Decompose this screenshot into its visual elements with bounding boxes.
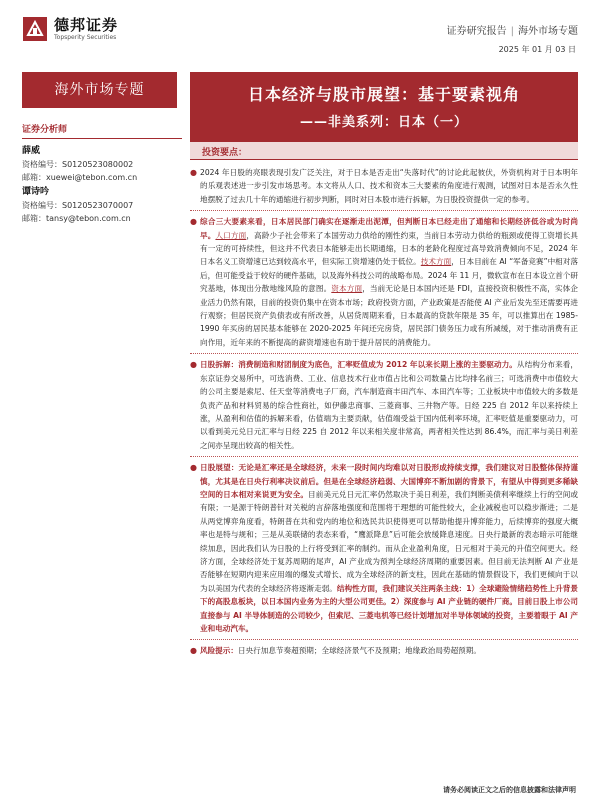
breakdown-highlight: 日股拆解：消费制造和财团制度为底色，汇率贬值成为 2012 年以来长期上涨的主要驱动力。 [200,360,517,370]
bullet-icon: ● [190,463,197,473]
bullet-icon: ● [190,168,197,177]
brand-name-en: Topsperity Securities [54,34,117,41]
brand-logo-icon [23,17,47,41]
title-band [190,72,578,142]
key-points-label: 投资要点： [202,148,248,158]
outlook-highlight: 日股展望：无论是汇率还是全球经济，未来一段时间内均难以对日股形成持续支撑，我们建议对日股整体保持谨慎，尤其是在日央行利率决议前后。但是在全球经济趋弱、大国博弈不断加剧的背景下，有望从中得到更多稀缺空间的日本相对来说更为安全。 [200,463,578,499]
analyst-card [22,145,182,184]
intro-text: 2024 年日股的亮眼表现引发广泛关注，对于日本是否走出“失落时代”的讨论此起彼伏，外资机构对于日本明年的乐观表述进一步引发市场思考。本文将从人口、技术和资本三大要素的角度进行观测，试图对日本是否永久性地摆脱了过去几十年的通缩进行初步判断，同时对日本股市进行拆解，为日股投资提供一定的参考。 [200,168,578,204]
factors-highlight: 综合三大要素来看，日本居民部门确实在逐渐走出泥潭，但判断日本已经走出了通缩和长期经济低谷或为时尚早。 [200,217,578,240]
report-type-line: 证券研究报告 | 海外市场专题 [446,26,578,37]
key-point-risk [190,644,578,661]
bullet-icon: ● [190,360,197,370]
key-point-intro [190,166,578,211]
brand-name: 德邦证券 [54,16,119,34]
report-category: 海外市场专题 [518,26,578,37]
section-label: 海外市场专题 [22,72,177,108]
breakdown-text: 从结构分布来看，东京证券交易所中，可选消费、工业、信息技术行业市值占比和公司数量占比均排名前三；可选消费中市值较大的公司主要是索尼、任天堂等消费电子厂商，汽车制造商丰田汽车、本田汽车等；工业板块中市值较大的多数是负责产品和材料贸易的综合性商社，如伊藤忠商事、三菱商事、三井物产等。日经 225 自 2012 年以来持续上涨，从盈利和估值的拆解来看，估值端为主要贡献，估值端受益于国内低利率环境，汇率贬值是重要驱动力，可以看到美元兑日元汇率与日经 225 自 2012 年以来相关度非常高，两者相关性达到 86.4%，而汇率与美日利差之间亦呈现出较高的相关性。 [200,360,579,450]
report-title: 日本经济与股市展望：基于要素视角 [247,85,520,104]
population-text: ，高龄少子社会带来了本国劳动力供给的刚性约束，当前日本劳动力供给的瓶颈或使得工资增长具有一定的可持续性，但这并不代表日本能够走出长期通缩，日本的老龄化程度过高导致消费倾向不足，2024 年日本名义工资增速已达到较高水平，但实际工资增速仍处于低位。 [200,230,579,267]
disclaimer-footer: 请务必阅读正文之后的信息披露和法律声明 [443,786,576,794]
key-points-content [190,166,578,666]
risk-text: 日央行加息节奏超预期；全球经济景气不及预期；地缘政治局势超预期。 [237,646,481,656]
technology-text: ，日本目前在 AI “军备竞赛”中相对落后，但可能受益于较好的硬件基础，以及海外科技公司的战略布局。2024 年 11 月，微软宣布在日本设立首个研究基地，体现出分散地缘风险的意图。 [200,257,578,294]
report-subtitle: ——非美系列：日本（一） [299,115,468,130]
key-point-breakdown [190,358,578,457]
key-point-factors [190,215,578,354]
outlook-text: 目前美元兑日元汇率仍然取决于美日利差，我们判断美债利率继续上行的空间或有限；一是源于特朗普针对关税的言辞落地强度和范围将于理想的可能性较大，企业减税也可以稳步渐进；二是从两党博弈角度看，特朗普在共和党内的地位和选民共识使得更可以帮助他提升博弈能力，后续博弈的强度大概率也是特与规和；三是从美联储的表态来看，“鹰派降息”后可能会放缓降息速度。日央行最新的表态暗示可能继续加息，因此我们认为日股的上行将受到汇率的制约。而从企业盈利角度，日元相对于美元的升值空间更大。经济方面，全球经济处于复苏周期的尾声，AI 产业成为预判全球经济周期的重要因素。但目前无法判断 AI 产业是否能够在短期内迎来应用端的爆发式增长、成为全球经济的新支柱，因此在基础的情景假设下，我们更倾向于以为以美国为代表的全球经济将逐渐走弱。 [200,489,579,593]
report-header [0,0,600,66]
analyst-name: 谭诗吟 [22,187,50,197]
capital-text: ，当前无论是日本国内还是 FDI，直接投资积极性不高，实体企业活力仍然有限，目前的投资仍集中在资本市场；政府投资方面，产业政策是否能使 AI 产业后发先至还需要再进行观察；但居民资产负债表或有所改善，从居贷周期来看，日本最高的贷款年限是 35 年，可以推算出在 1985-1990 年买房的居民基本能够在 2020-2025 年间还完房贷，居民部门债务压力或有所减缓，对于推动消费有正向作用，近年来的不断提高的薪资增速也有助于提升居民的消费能力。 [200,284,579,347]
key-points-bar [190,142,578,160]
analyst-cert: 资格编号：S0120523070007 [22,201,134,210]
report-type: 证券研究报告 [446,26,507,37]
analyst-name: 薛威 [22,146,41,156]
analyst-sidebar [22,122,182,227]
analyst-email[interactable]: 邮箱：xuewei@tebon.com.cn [22,173,138,182]
key-point-outlook [190,461,578,640]
report-date: 2025 年 01 月 03 日 [498,45,576,54]
risk-label: 风险提示： [200,646,238,656]
capital-label: 资本方面 [331,284,363,294]
bullet-icon: ● [190,217,197,227]
analyst-card [22,186,182,225]
population-label: 人口方面 [215,230,247,240]
analyst-email[interactable]: 邮箱：tansy@tebon.com.cn [22,214,131,223]
analyst-heading: 证券分析师 [22,122,182,139]
bullet-icon: ● [190,646,197,656]
analyst-cert: 资格编号：S0120523080002 [22,160,134,169]
technology-label: 技术方面 [420,257,452,267]
outlook-structure-highlight: 结构性方面，我们建议关注两条主线：1）全球避险情绪趋势性上升背景下的高股息板块，以日本国内业务为主的大型公司更佳。2）深度参与 AI 产业链的硬件厂商。目前日股上市公司直接参与 AI 半导体制造的公司较少，但索尼、三菱电机等已经计划增加对半导体领域的投资，主要着眼于 AI 产业和电动汽车。 [200,583,579,633]
